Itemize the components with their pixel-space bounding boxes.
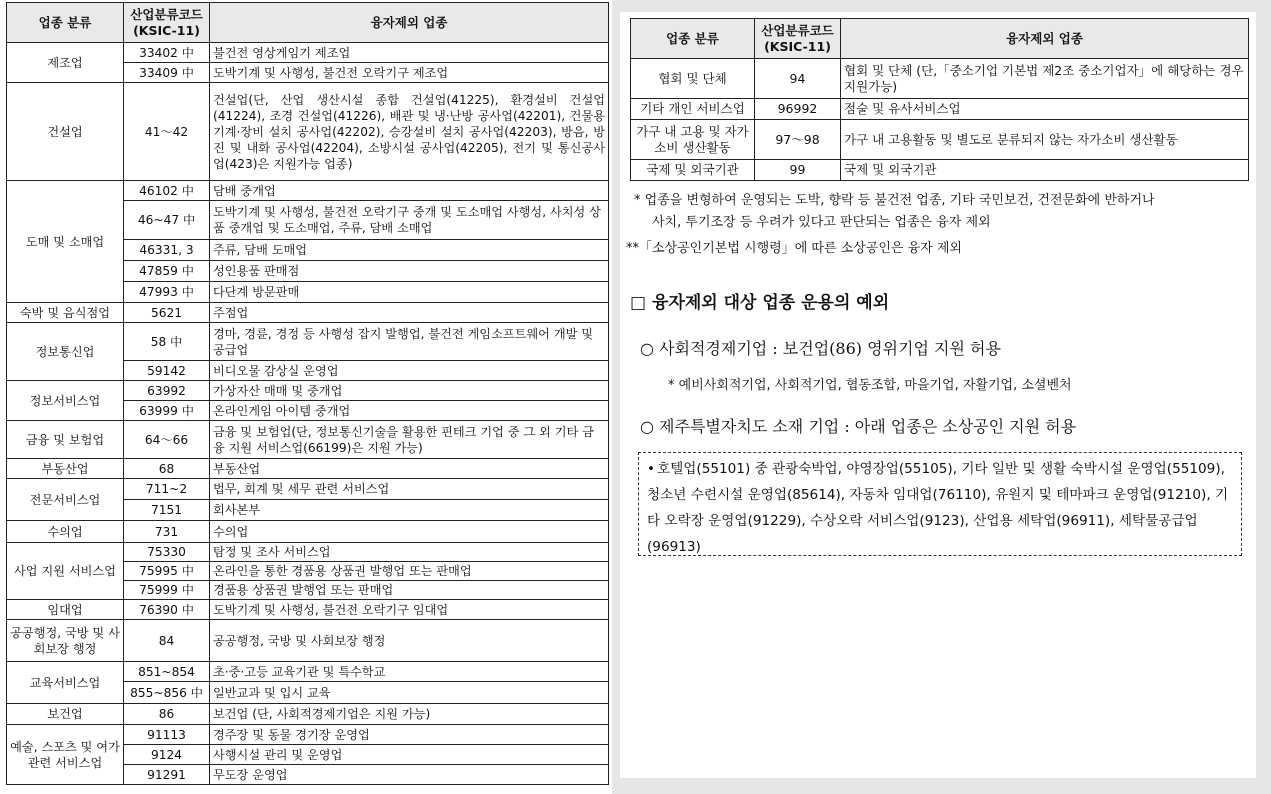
category-cell: 정보통신업 [7, 323, 124, 381]
code-cell: 46331, 3 [124, 240, 210, 261]
header-category: 업종 분류 [7, 3, 124, 43]
note-1-line-2: 사치, 투기조장 등 우려가 있다고 판단되는 업종은 융자 제외 [652, 215, 991, 230]
code-cell: 96992 [755, 99, 841, 120]
code-cell: 75330 [124, 543, 210, 562]
excluded-cell: 비디오물 감상실 운영업 [210, 361, 609, 381]
header-code-line1: 산업분류코드 [761, 22, 834, 38]
excluded-cell: 법무, 회계 및 세무 관련 서비스업 [210, 479, 609, 500]
code-cell: 41～42 [124, 83, 210, 181]
table-row [7, 704, 609, 725]
excluded-cell: 불건전 영상게임기 제조업 [210, 43, 609, 63]
category-cell: 교육서비스업 [7, 662, 124, 704]
code-cell: 91113 [124, 725, 210, 745]
excluded-industries-table [6, 2, 609, 785]
right-page [620, 12, 1256, 778]
category-cell: 기타 개인 서비스업 [631, 99, 755, 120]
excluded-cell: 주류, 담배 도매업 [210, 240, 609, 261]
left-page [0, 0, 612, 794]
excluded-cell: 온라인을 통한 경품용 상품권 발행업 또는 판매업 [210, 562, 609, 581]
jeju-allowed-industries-box [638, 452, 1242, 556]
code-cell: 99 [755, 160, 841, 181]
category-cell: 제조업 [7, 43, 124, 83]
code-cell: 731 [124, 521, 210, 543]
code-cell: 97～98 [755, 120, 841, 160]
code-cell: 47993 中 [124, 282, 210, 303]
header-excluded: 융자제외 업종 [210, 3, 609, 43]
excluded-cell: 보건업 (단, 사회적경제기업은 지원 가능) [210, 704, 609, 725]
excluded-cell: 다단계 방문판매 [210, 282, 609, 303]
category-cell: 숙박 및 음식점업 [7, 303, 124, 323]
excluded-cell: 도박기계 및 사행성, 불건전 오락기구 임대업 [210, 600, 609, 620]
table-row [7, 459, 609, 479]
table-row [631, 59, 1249, 99]
excluded-cell: 경품용 상품권 발행업 또는 판매업 [210, 581, 609, 600]
header-excluded: 융자제외 업종 [841, 19, 1249, 59]
jeju-allowed-industries-text: 호텔업(55101) 중 관광숙박업, 야영장업(55105), 기타 일반 및 생활 숙박시설 운영업(55109), 청소년 수련시설 운영업(85614), 자동차 임대업(76110), 유원지 및 테마파크 운영업(91210), 기타 오락장 운영업(91229), 수상오락 서비스업(9123), 산업용 세탁업(96911), 세탁물공급업(96913) [647, 461, 1229, 555]
table-row [7, 43, 609, 63]
code-cell: 86 [124, 704, 210, 725]
excluded-cell: 초·중·고등 교육기관 및 특수학교 [210, 662, 609, 682]
excluded-cell: 경마, 경륜, 경정 등 사행성 잡지 발행업, 불건전 게임소프트웨어 개발 및 공급업 [210, 323, 609, 361]
header-code-line2: (KSIC-11) [764, 38, 831, 54]
exception-item-jeju: ○ 제주특별자치도 소재 기업 : 아래 업종은 소상공인 지원 허용 [640, 417, 1077, 436]
header-category: 업종 분류 [631, 19, 755, 59]
table-row [7, 323, 609, 361]
excluded-cell: 협회 및 단체 (단,「중소기업 기본법 제2조 중소기업자」에 해당하는 경우 지원가능) [841, 59, 1249, 99]
category-cell: 협회 및 단체 [631, 59, 755, 99]
excluded-cell: 성인용품 판매점 [210, 261, 609, 282]
table-row [7, 421, 609, 459]
excluded-cell: 공공행정, 국방 및 사회보장 행정 [210, 620, 609, 662]
code-cell: 84 [124, 620, 210, 662]
table-row [631, 160, 1249, 181]
excluded-cell: 부동산업 [210, 459, 609, 479]
code-cell: 711~2 [124, 479, 210, 500]
code-cell: 64～66 [124, 421, 210, 459]
table-row [7, 725, 609, 745]
code-cell: 47859 中 [124, 261, 210, 282]
code-cell: 855~856 中 [124, 682, 210, 704]
code-cell: 76390 中 [124, 600, 210, 620]
code-cell: 91291 [124, 765, 210, 785]
category-cell: 보건업 [7, 704, 124, 725]
excluded-cell: 가구 내 고용활동 및 별도로 분류되지 않는 자가소비 생산활동 [841, 120, 1249, 160]
category-cell: 부동산업 [7, 459, 124, 479]
code-cell: 33402 中 [124, 43, 210, 63]
excluded-industries-table-continued [630, 18, 1249, 181]
code-cell: 46~47 中 [124, 201, 210, 240]
code-cell: 9124 [124, 745, 210, 765]
exception-item-social-economy-note: * 예비사회적기업, 사회적기업, 협동조합, 마을기업, 자활기업, 소셜벤처 [668, 378, 1072, 393]
table-header-row [631, 19, 1249, 59]
table-row [631, 99, 1249, 120]
header-code-line1: 산업분류코드 [130, 6, 203, 22]
category-cell: 예술, 스포츠 및 여가관련 서비스업 [7, 725, 124, 785]
category-cell: 국제 및 외국기관 [631, 160, 755, 181]
exception-item-social-economy: ○ 사회적경제기업 : 보건업(86) 영위기업 지원 허용 [640, 339, 1001, 358]
category-cell: 사업 지원 서비스업 [7, 543, 124, 600]
excluded-cell: 회사본부 [210, 500, 609, 521]
excluded-cell: 점술 및 유사서비스업 [841, 99, 1249, 120]
excluded-cell: 국제 및 외국기관 [841, 160, 1249, 181]
excluded-cell: 가상자산 매매 및 중개업 [210, 381, 609, 401]
excluded-cell: 경주장 및 동물 경기장 운영업 [210, 725, 609, 745]
code-cell: 7151 [124, 500, 210, 521]
code-cell: 33409 中 [124, 63, 210, 83]
table-header-row [7, 3, 609, 43]
note-2: **「소상공인기본법 시행령」에 따른 소상공인은 융자 제외 [626, 241, 962, 256]
table-row [7, 543, 609, 562]
excluded-cell: 일반교과 및 입시 교육 [210, 682, 609, 704]
table-row [7, 620, 609, 662]
excluded-cell: 사행시설 관리 및 운영업 [210, 745, 609, 765]
table-row [7, 181, 609, 201]
category-cell: 건설업 [7, 83, 124, 181]
excluded-cell: 도박기계 및 사행성, 불건전 오락기구 중개 및 도소매업 사행성, 사치성 상품 중개업 및 도소매업, 주류, 담배 소매업 [210, 201, 609, 240]
table-row [7, 662, 609, 682]
category-cell: 정보서비스업 [7, 381, 124, 421]
table-row [7, 83, 609, 181]
table-row [7, 381, 609, 401]
note-1-line-1: * 업종을 변형하여 운영되는 도박, 향락 등 불건전 업종, 기타 국민보건, 건전문화에 반하거나 [634, 193, 1155, 208]
category-cell: 도매 및 소매업 [7, 181, 124, 303]
code-cell: 75999 中 [124, 581, 210, 600]
code-cell: 58 中 [124, 323, 210, 361]
excluded-cell: 온라인게임 아이템 중개업 [210, 401, 609, 421]
category-cell: 전문서비스업 [7, 479, 124, 521]
category-cell: 공공행정, 국방 및 사회보장 행정 [7, 620, 124, 662]
category-cell: 임대업 [7, 600, 124, 620]
excluded-cell: 건설업(단, 산업 생산시설 종합 건설업(41225), 환경설비 건설업(41224), 조경 건설업(41226), 배관 및 냉·난방 공사업(42201), 건물용 기계·장비 설치 공사업(42202), 승강설비 설치 공사업(42203), 방음, 방진 및 내화 공사업(42204), 소방시설 공사업(42205), 전기 및 통신공사업(423)은 지원가능 업종) [210, 83, 609, 181]
section-heading: □ 융자제외 대상 업종 운용의 예외 [630, 293, 890, 313]
code-cell: 68 [124, 459, 210, 479]
code-cell: 63992 [124, 381, 210, 401]
excluded-cell: 수의업 [210, 521, 609, 543]
header-code [124, 3, 210, 43]
table-row [631, 120, 1249, 160]
excluded-cell: 주점업 [210, 303, 609, 323]
code-cell: 94 [755, 59, 841, 99]
code-cell: 75995 中 [124, 562, 210, 581]
table-row [7, 303, 609, 323]
table-row [7, 521, 609, 543]
category-cell: 금융 및 보험업 [7, 421, 124, 459]
category-cell: 가구 내 고용 및 자가소비 생산활동 [631, 120, 755, 160]
code-cell: 5621 [124, 303, 210, 323]
table-row [7, 600, 609, 620]
header-code-line2: (KSIC-11) [133, 22, 200, 38]
code-cell: 851~854 [124, 662, 210, 682]
excluded-cell: 금융 및 보험업(단, 정보통신기술을 활용한 핀테크 기업 중 그 외 기타 금융 지원 서비스업(66199)은 지원 가능) [210, 421, 609, 459]
excluded-cell: 탐정 및 조사 서비스업 [210, 543, 609, 562]
excluded-cell: 도박기계 및 사행성, 불건전 오락기구 제조업 [210, 63, 609, 83]
code-cell: 46102 中 [124, 181, 210, 201]
code-cell: 63999 中 [124, 401, 210, 421]
bullet-dot: • [647, 461, 656, 477]
table-row [7, 479, 609, 500]
header-code [755, 19, 841, 59]
excluded-cell: 담배 중개업 [210, 181, 609, 201]
code-cell: 59142 [124, 361, 210, 381]
excluded-cell: 무도장 운영업 [210, 765, 609, 785]
category-cell: 수의업 [7, 521, 124, 543]
